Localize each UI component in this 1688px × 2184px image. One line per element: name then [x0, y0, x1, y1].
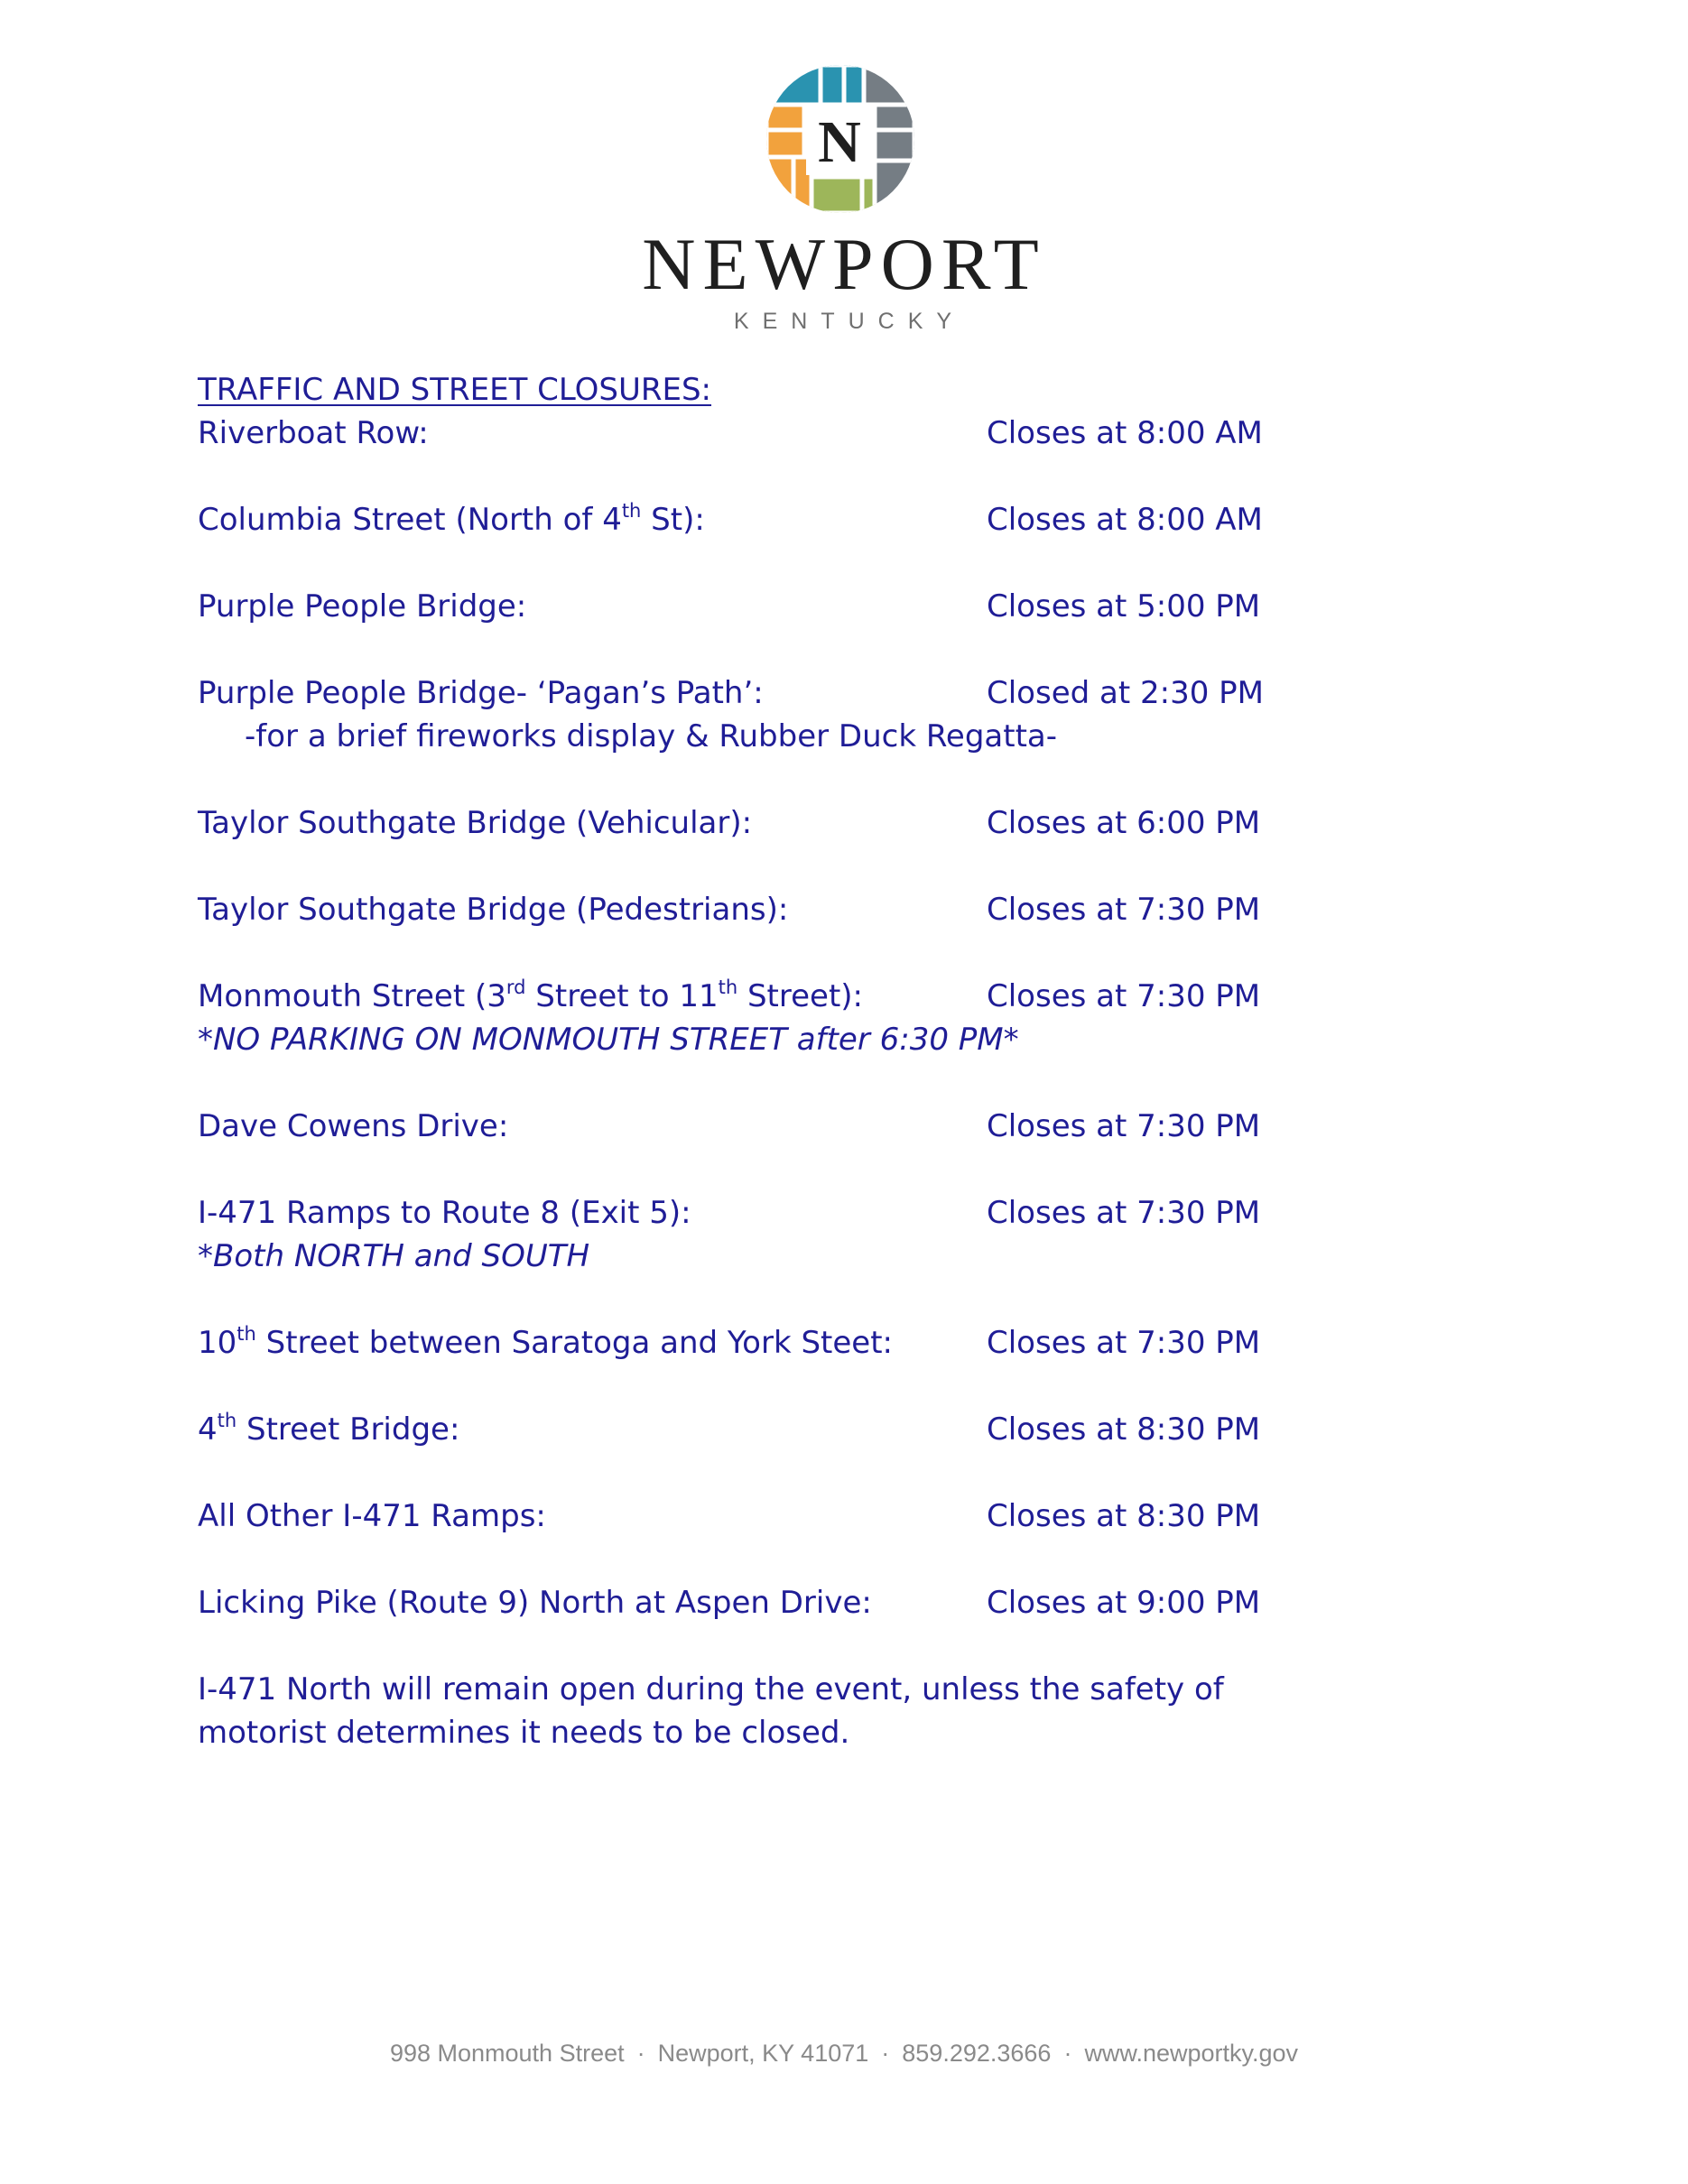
closure-location: Licking Pike (Route 9) North at Aspen Drive:: [198, 1585, 872, 1621]
closure-time: Closes at 7:30 PM: [987, 892, 1261, 928]
closure-location: Monmouth Street (3rd Street to 11th Street):: [198, 976, 863, 1014]
footer-city: Newport, KY 41071: [657, 2040, 869, 2067]
footer: [0, 2041, 1688, 2066]
closure-row: [198, 671, 1552, 715]
closure-row: [198, 1321, 1552, 1365]
closure-location: 4th Street Bridge:: [198, 1409, 460, 1448]
footer-separator: ·: [636, 2040, 645, 2067]
footer-website-link[interactable]: www.newportky.gov: [1084, 2040, 1299, 2067]
closure-location: All Other I-471 Ramps:: [198, 1498, 546, 1534]
closure-note: *Both NORTH and SOUTH: [198, 1238, 590, 1274]
closure-row: [198, 888, 1552, 931]
closure-row: [198, 801, 1552, 845]
closure-row: [198, 1581, 1552, 1624]
logo-letter: N: [818, 109, 861, 175]
footer-phone: 859.292.3666: [902, 2040, 1052, 2067]
closure-row: [198, 1495, 1552, 1538]
closure-time: Closes at 7:30 PM: [987, 978, 1261, 1014]
closure-row: [198, 585, 1552, 628]
closure-time: Closes at 9:00 PM: [987, 1585, 1261, 1621]
closure-row: [198, 1408, 1552, 1451]
closure-row: [198, 975, 1552, 1018]
closing-note: I-471 North will remain open during the event, unless the safety of motorist determines it needs to be closed.: [198, 1671, 1224, 1751]
closure-time: Closes at 8:30 PM: [987, 1498, 1261, 1534]
closure-time: Closes at 7:30 PM: [987, 1195, 1261, 1231]
closure-location: Purple People Bridge:: [198, 588, 527, 625]
closure-note: *NO PARKING ON MONMOUTH STREET after 6:30 PM*: [198, 1022, 1019, 1058]
closure-location: Dave Cowens Drive:: [198, 1108, 509, 1144]
closure-location: Taylor Southgate Bridge (Pedestrians):: [198, 892, 789, 928]
closure-location: Purple People Bridge- ‘Pagan’s Path’:: [198, 675, 764, 711]
closure-location: Columbia Street (North of 4th St):: [198, 499, 705, 538]
closure-location: I-471 Ramps to Route 8 (Exit 5):: [198, 1195, 691, 1231]
section-heading: TRAFFIC AND STREET CLOSURES:: [198, 372, 712, 408]
closure-time: Closes at 6:00 PM: [987, 805, 1261, 841]
newport-logo-icon: [766, 65, 914, 213]
brand-name: NEWPORT: [642, 223, 1046, 305]
closure-location: Riverboat Row:: [198, 415, 429, 451]
footer-separator: ·: [1063, 2040, 1072, 2067]
closure-time: Closes at 7:30 PM: [987, 1108, 1261, 1144]
closure-row: [198, 412, 1552, 455]
closure-time: Closed at 2:30 PM: [987, 675, 1264, 711]
closure-row: [198, 498, 1552, 541]
closure-time: Closes at 8:00 AM: [987, 502, 1263, 538]
brand-subtitle: KENTUCKY: [733, 309, 966, 334]
closure-location: 10th Street between Saratoga and York Steet:: [198, 1322, 893, 1361]
footer-address: 998 Monmouth Street: [389, 2040, 625, 2067]
closure-note: -for a brief fireworks display & Rubber Duck Regatta-: [245, 718, 1058, 754]
footer-separator: ·: [881, 2040, 890, 2067]
closure-time: Closes at 7:30 PM: [987, 1325, 1261, 1361]
closure-location: Taylor Southgate Bridge (Vehicular):: [198, 805, 753, 841]
closure-time: Closes at 8:00 AM: [987, 415, 1263, 451]
closure-time: Closes at 5:00 PM: [987, 588, 1261, 625]
closure-row: [198, 1191, 1552, 1235]
closure-time: Closes at 8:30 PM: [987, 1411, 1261, 1448]
closure-row: [198, 1105, 1552, 1148]
closures-section: [198, 368, 1552, 1754]
